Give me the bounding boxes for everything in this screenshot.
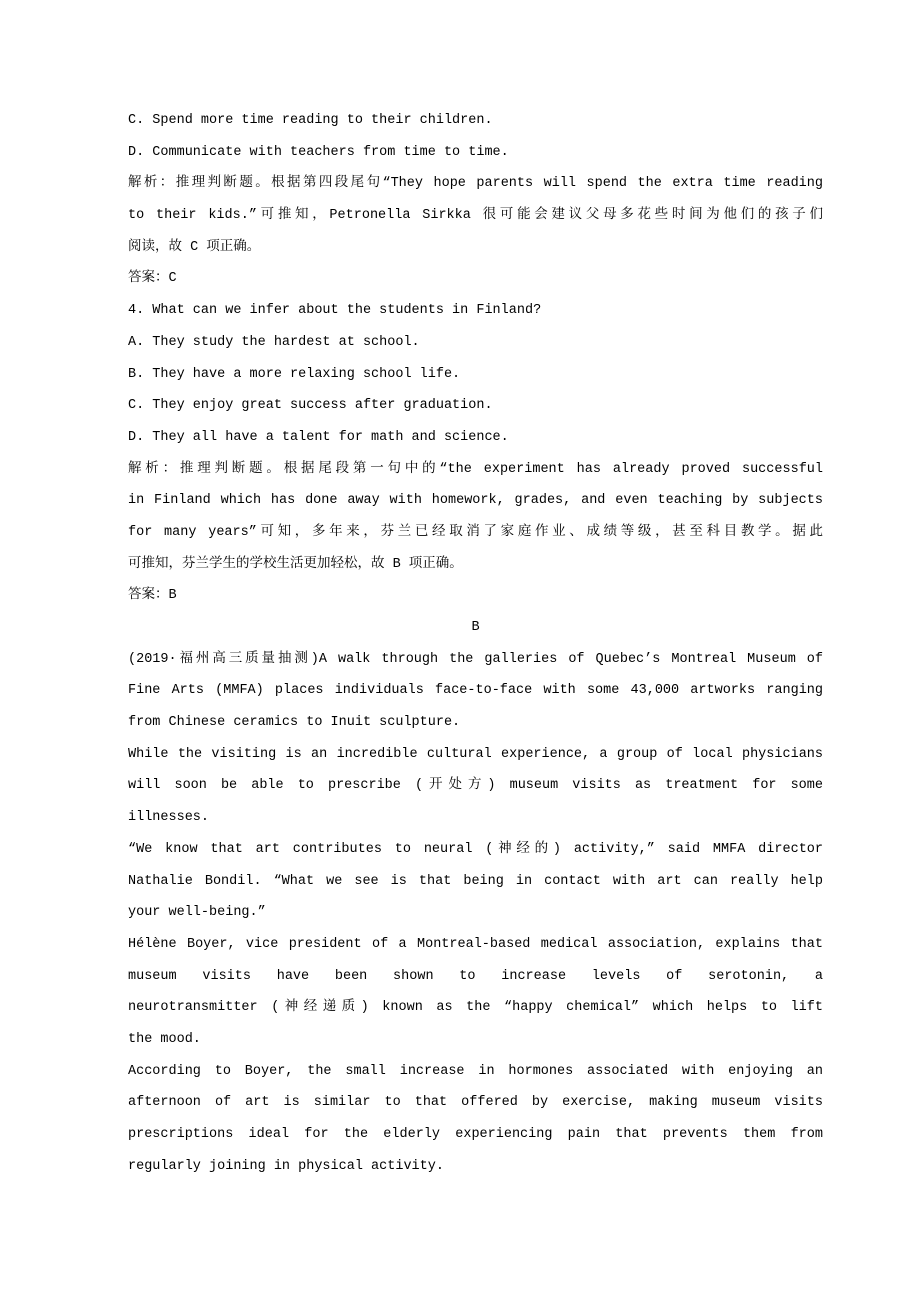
text-line: in Finland which has done away with homework, grades, and even teaching by subjects — [128, 493, 823, 509]
text-line: 可推知，芬兰学生的学校生活更加轻松，故 B 项正确。 — [128, 556, 463, 572]
text-line: Nathalie Bondil. “What we see is that being in contact with art can really help — [128, 873, 823, 889]
text-line: While the visiting is an incredible cultural experience, a group of local physicians — [128, 746, 823, 762]
text-line: will soon be able to prescribe (开处方) museum visits as treatment for some — [128, 778, 823, 794]
text-line: 答案：C — [128, 271, 177, 287]
text-line: C. Spend more time reading to their children. — [128, 113, 493, 128]
text-line: 阅读，故 C 项正确。 — [128, 239, 261, 255]
text-line: B — [471, 620, 480, 635]
text-line: your well-being.” — [128, 905, 266, 921]
text-line: 答案：B — [128, 588, 177, 604]
text-line: D. Communicate with teachers from time to time. — [128, 144, 509, 160]
text-line: Fine Arts (MMFA) places individuals face-to-face with some 43,000 artworks ranging — [128, 683, 823, 699]
text-line: afternoon of art is similar to that offered by exercise, making museum visits — [128, 1095, 823, 1111]
text-line: from Chinese ceramics to Inuit sculpture. — [128, 715, 461, 731]
document-body — [128, 105, 823, 1182]
text-line: (2019·福州高三质量抽测)A walk through the galleries of Quebec’s Montreal Museum of — [128, 651, 823, 667]
text-line: “We know that art contributes to neural (神经的) activity,” said MMFA director — [128, 841, 823, 857]
text-line: 解析：推理判断题。根据第四段尾句“They hope parents will spend the extra time reading — [128, 176, 823, 192]
text-line: 4. What can we infer about the students in Finland? — [128, 303, 542, 319]
text-line: for many years”可知，多年来，芬兰已经取消了家庭作业、成绩等级，甚至科目教学。据此 — [128, 524, 823, 540]
text-line: According to Boyer, the small increase in hormones associated with enjoying an — [128, 1063, 823, 1079]
text-line: regularly joining in physical activity. — [128, 1158, 444, 1174]
text-line: prescriptions ideal for the elderly experiencing pain that prevents them from — [128, 1127, 823, 1142]
text-line: Hélène Boyer, vice president of a Montreal-based medical association, explains that — [128, 936, 823, 952]
text-line: 解析：推理判断题。根据尾段第一句中的“the experiment has already proved successful — [128, 461, 823, 477]
text-line: A. They study the hardest at school. — [128, 334, 420, 350]
text-line: to their kids.”可推知，Petronella Sirkka 很可能会建议父母多花些时间为他们的孩子们 — [128, 208, 823, 224]
text-line: B. They have a more relaxing school life. — [128, 366, 461, 382]
text-line: illnesses. — [128, 810, 210, 826]
text-line: C. They enjoy great success after graduation. — [128, 398, 493, 414]
text-line: the mood. — [128, 1031, 201, 1047]
text-line: D. They all have a talent for math and science. — [128, 429, 509, 445]
text-line: museum visits have been shown to increase levels of serotonin, a — [128, 968, 823, 984]
text-line: neurotransmitter (神经递质) known as the “happy chemical” which helps to lift — [128, 1000, 823, 1016]
